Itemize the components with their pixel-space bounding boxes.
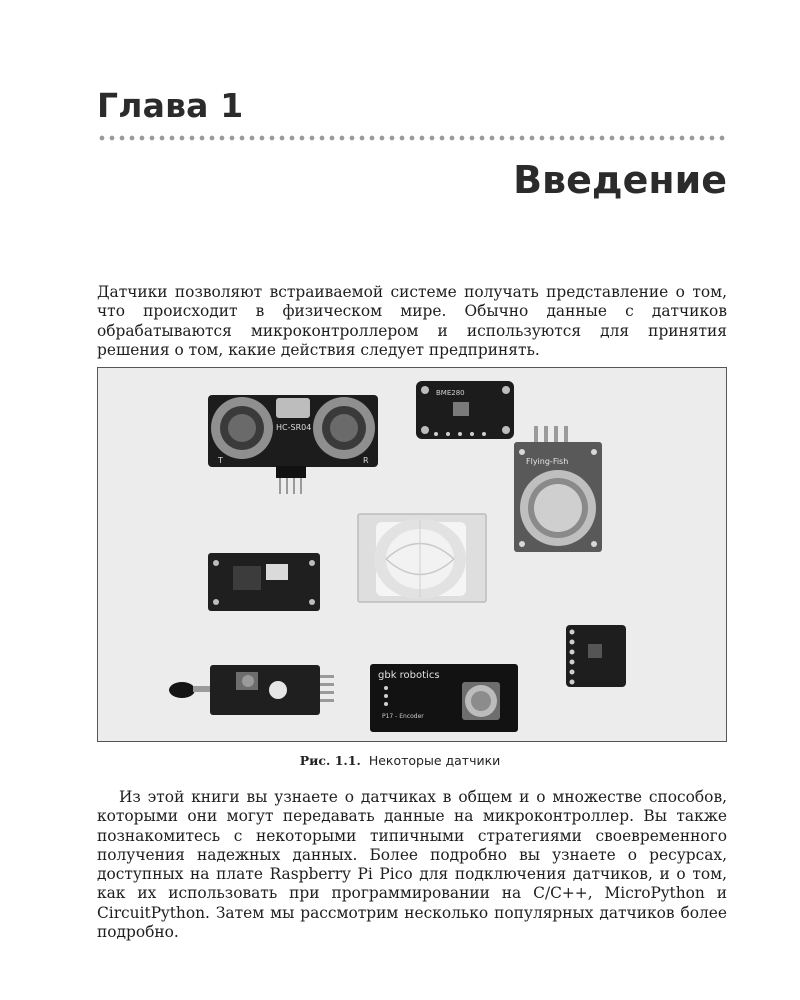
flying-fish-label: Flying-Fish (526, 457, 569, 466)
pir-sensor (358, 514, 486, 602)
imu-module (566, 625, 626, 687)
intro-paragraph: Датчики позволяют встраиваемой системе получать представление о том, что происходит в физическом мире. Обычно данные с датчиков обрабатываются микроконтроллером и используются для принятия решения о том, какие действия следует предпринять. (97, 283, 727, 359)
gbk-label: gbk robotics (378, 670, 440, 681)
dotted-divider (97, 134, 727, 142)
chapter-title: Введение (513, 158, 727, 202)
caption-label: Рис. 1.1. (299, 753, 361, 768)
figure-caption (0, 753, 800, 768)
gas-sensor-board (514, 426, 602, 552)
ultrasonic-r-label: R (363, 456, 369, 465)
gbk-encoder-board (370, 664, 518, 732)
gbk-sub-label: P17 - Encoder (382, 713, 424, 720)
chapter-label: Глава 1 (97, 86, 244, 125)
sensors-photo (97, 367, 727, 742)
ultrasonic-label: HC-SR04 (276, 423, 312, 432)
caption-text: Некоторые датчики (368, 753, 501, 768)
bme280-board (416, 381, 514, 439)
sensor-module-small (208, 553, 320, 611)
body-paragraph: Из этой книги вы узнаете о датчиках в общем и о множестве способов, которыми они могут передавать данные на микроконтроллер. Вы также познакомитесь с некоторыми типичными стратегиями своевременного получения надежных данных. Более подробно вы узнаете о ресурсах, доступных на плате Raspberry Pi Pico для подключения датчиков, и о том, как их использовать при программировании на C/C++, MicroPython и CircuitPython. Затем мы рассмотрим несколько популярных датчиков более подробно. (97, 788, 727, 942)
ultrasonic-t-label: T (218, 456, 223, 465)
bme-label: BME280 (436, 389, 465, 397)
